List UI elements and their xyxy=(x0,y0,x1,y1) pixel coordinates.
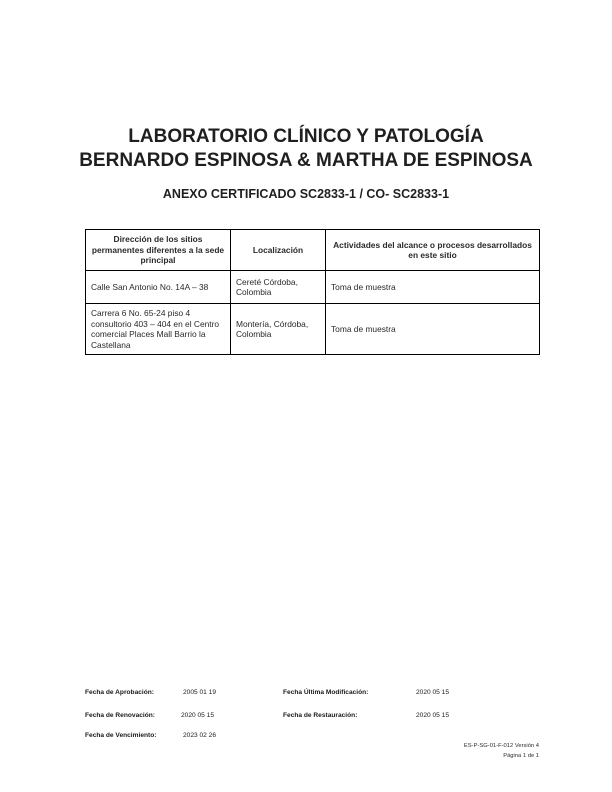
restoration-date-label: Fecha de Restauración: xyxy=(283,712,358,719)
table-header-row xyxy=(86,230,540,271)
cell-activity: Toma de muestra xyxy=(326,304,540,355)
document-title-line-2: BERNARDO ESPINOSA & MARTHA DE ESPINOSA xyxy=(79,150,533,171)
last-modification-label: Fecha Última Modificación: xyxy=(283,689,369,696)
approval-date-label: Fecha de Aprobación: xyxy=(85,689,154,696)
certificate-subtitle: ANEXO CERTIFICADO SC2833-1 / CO- SC2833-1 xyxy=(162,187,450,201)
cell-address: Calle San Antonio No. 14A – 38 xyxy=(86,271,231,304)
expiration-date-value: 2023 02 26 xyxy=(183,732,217,739)
expiration-date-label: Fecha de Vencimiento: xyxy=(85,732,157,739)
approval-date-value: 2005 01 19 xyxy=(183,689,217,696)
renewal-date-value: 2020 05 15 xyxy=(181,712,215,719)
sites-table xyxy=(85,229,540,355)
table-row xyxy=(86,304,540,355)
table-row xyxy=(86,271,540,304)
document-code: ES-P-SG-01-F-012 Versión 4 xyxy=(463,743,539,749)
header-address: Dirección de los sitios permanentes diferentes a la sede principal xyxy=(86,230,231,271)
renewal-date-label: Fecha de Renovación: xyxy=(85,712,155,719)
document-title-line-1: LABORATORIO CLÍNICO Y PATOLOGÍA xyxy=(128,126,484,147)
cell-location: Montería, Córdoba, Colombia xyxy=(231,304,326,355)
cell-activity: Toma de muestra xyxy=(326,271,540,304)
cell-address: Carrera 6 No. 65-24 piso 4 consultorio 403 – 404 en el Centro comercial Places Mall Barrio la Castellana xyxy=(86,304,231,355)
page-number: Página 1 de 1 xyxy=(503,753,539,759)
last-modification-value: 2020 05 15 xyxy=(416,689,450,696)
restoration-date-value: 2020 05 15 xyxy=(416,712,450,719)
header-location: Localización xyxy=(231,230,326,271)
cell-location: Cereté Córdoba, Colombia xyxy=(231,271,326,304)
header-activities: Actividades del alcance o procesos desarrollados en este sitio xyxy=(326,230,540,271)
